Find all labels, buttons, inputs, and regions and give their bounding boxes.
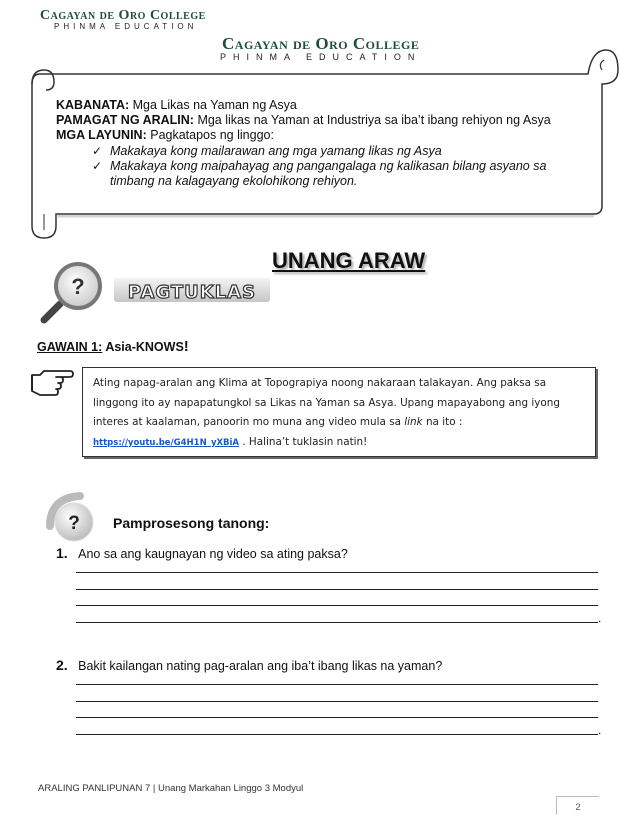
- question-number: 1.: [56, 545, 68, 561]
- checkmark-icon: ✓: [92, 144, 103, 158]
- instruction-box: [82, 367, 596, 457]
- objective-item: [56, 144, 576, 159]
- answer-line[interactable]: [76, 605, 598, 606]
- footer-text: ARALING PANLIPUNAN 7 | Unang Markahan Linggo 3 Modyul: [38, 783, 304, 794]
- pamagat-value: Mga likas na Yaman at Industriya sa iba’t ibang rehiyon ng Asya: [197, 113, 551, 127]
- day-title: UNANG ARAW: [272, 248, 426, 273]
- gawain-label: GAWAIN 1:: [37, 340, 103, 354]
- answer-line[interactable]: [76, 701, 598, 702]
- instruction-text: [83, 368, 595, 459]
- page-number: 2: [575, 802, 581, 813]
- question-item: [56, 657, 442, 675]
- gawain-title: Asia-KNOWS: [105, 340, 184, 354]
- pamagat-line: [56, 113, 576, 128]
- answer-line[interactable]: [76, 684, 598, 685]
- instruction-link-word: link: [404, 416, 423, 428]
- answer-line[interactable]: [76, 589, 598, 590]
- pagtuklas-banner: [112, 272, 274, 306]
- video-link[interactable]: https://youtu.be/G4H1N_yXBiA: [93, 437, 240, 448]
- gawain-heading: [37, 338, 189, 355]
- question-text: Bakit kailangan nating pag-aralan ang iba’t ibang likas na yaman?: [78, 659, 443, 673]
- answer-line[interactable]: [76, 572, 598, 573]
- layunin-line: [56, 128, 576, 143]
- header-logo: [40, 8, 206, 31]
- objective-text: Makakaya kong mailarawan ang mga yamang likas ng Asya: [110, 144, 442, 158]
- question-number: 2.: [56, 657, 68, 673]
- objective-item: [56, 159, 550, 189]
- banner-college-name: Cagayan de Oro College: [222, 34, 420, 53]
- instruction-part-3: . Halina’t tuklasin natin!: [239, 435, 368, 448]
- kabanata-value: Mga Likas na Yaman ng Asya: [132, 98, 297, 112]
- question-circle-mark: ?: [68, 513, 80, 534]
- question-circle-icon: [44, 492, 110, 550]
- instruction-part-2: na ito :: [422, 416, 463, 428]
- layunin-value: Pagkatapos ng linggo:: [150, 128, 274, 142]
- lesson-info: [56, 98, 576, 189]
- header-college-name: Cagayan de Oro College: [40, 8, 206, 23]
- magnifier-question-mark: ?: [71, 274, 85, 299]
- pagtuklas-label: PAGTUKLAS: [127, 282, 257, 303]
- kabanata-line: [56, 98, 576, 113]
- answer-line[interactable]: [76, 622, 598, 623]
- instruction-part-1: Ating napag-aralan ang Klima at Topograpiya noong nakaraan talakayan. Ang paksa sa linggong ito ay napapatungkol sa Likas na Yaman sa Asya. Upang mapayabong ang iyong interes at kaalaman, panoorin mo muna ang video mula sa: [93, 377, 560, 428]
- answer-end-mark: .: [598, 723, 602, 737]
- pamprosesong-title: Pamprosesong tanong:: [113, 515, 270, 531]
- banner-logo: [220, 34, 421, 62]
- answer-line[interactable]: [76, 734, 598, 735]
- objective-text: Makakaya kong maipahayag ang pangangalaga ng kalikasan bilang asyano sa timbang na kalagayang ekolohikong rehiyon.: [110, 159, 547, 188]
- question-item: [56, 545, 348, 563]
- header-college-sub: PHINMA EDUCATION: [54, 22, 198, 31]
- answer-line[interactable]: [76, 717, 598, 718]
- answer-end-mark: .: [598, 611, 602, 625]
- question-text: Ano sa ang kaugnayan ng video sa ating paksa?: [78, 547, 348, 561]
- layunin-label: MGA LAYUNIN:: [56, 128, 147, 142]
- banner-college-sub: PHINMA EDUCATION: [220, 52, 422, 62]
- magnifier-question-icon: [38, 262, 118, 326]
- footer-page-box: [556, 796, 599, 815]
- pamagat-label: PAMAGAT NG ARALIN:: [56, 113, 194, 127]
- gawain-bang: !: [183, 338, 189, 355]
- checkmark-icon: ✓: [92, 159, 103, 173]
- kabanata-label: KABANATA:: [56, 98, 130, 112]
- pointing-hand-icon: [30, 365, 74, 397]
